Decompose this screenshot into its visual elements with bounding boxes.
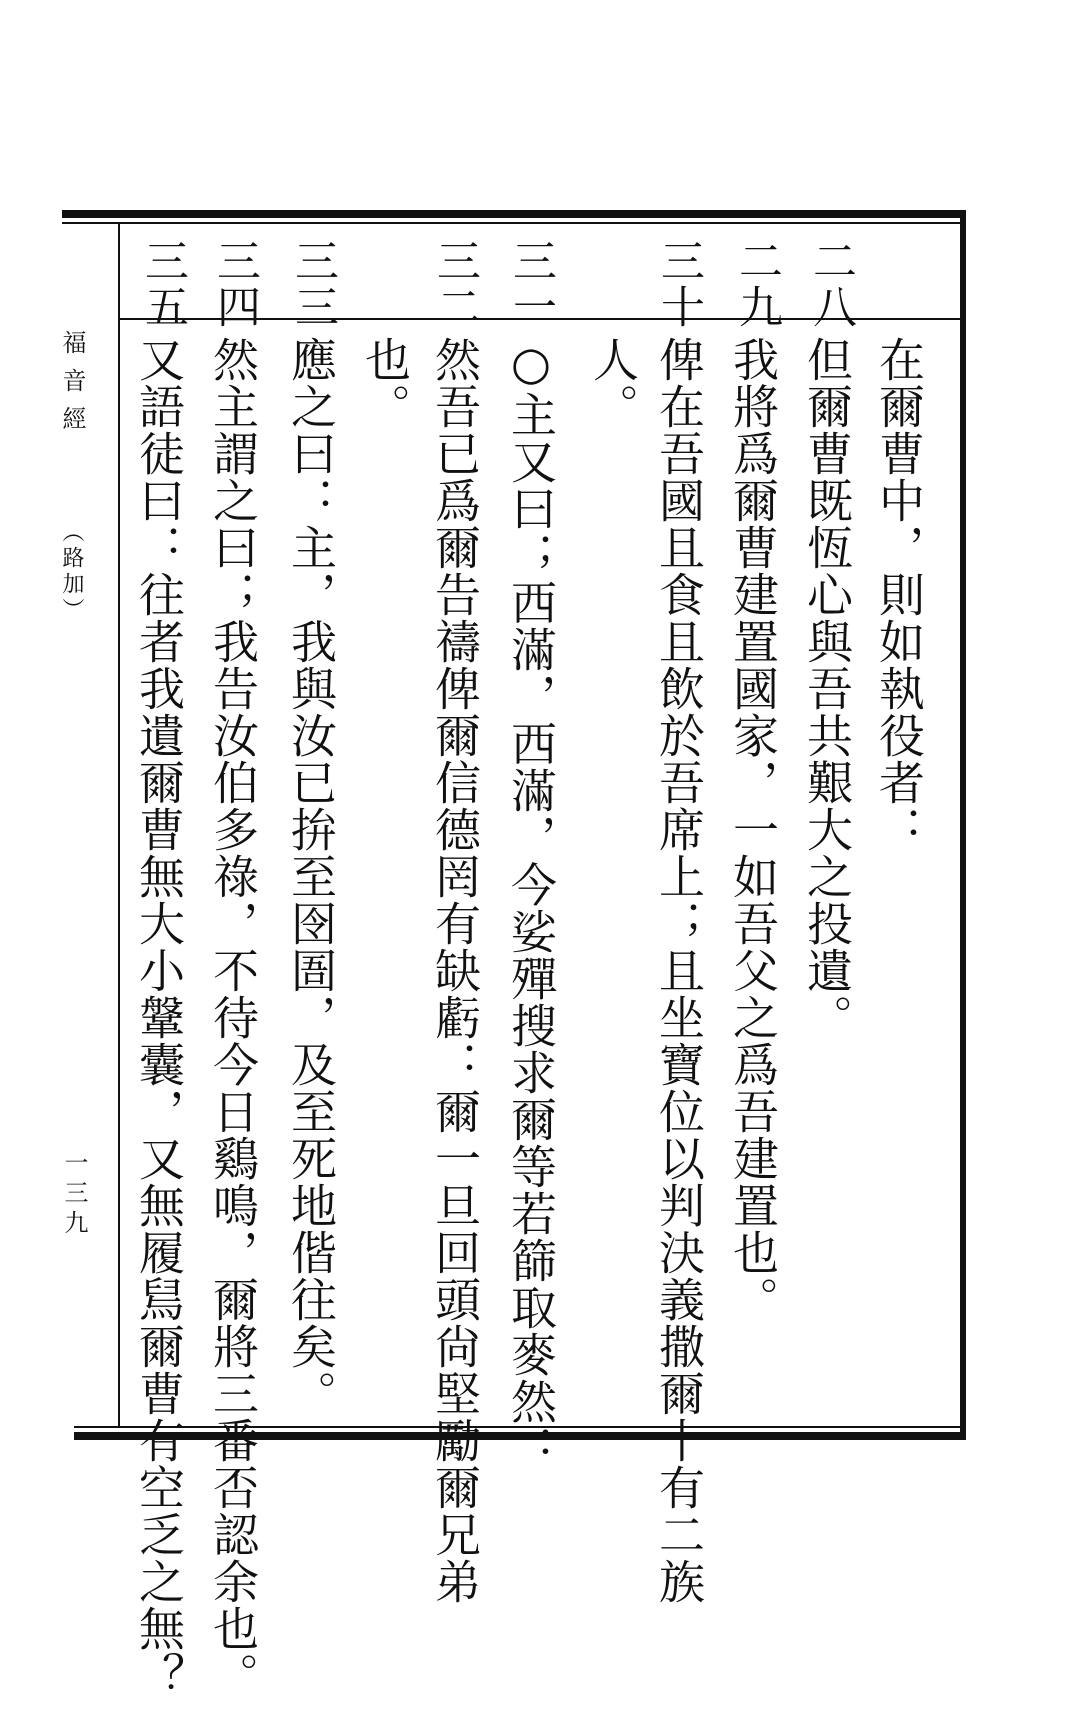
verse-number-32: 三二 bbox=[429, 238, 480, 330]
text-column-6: ○主又曰；西滿，西滿，今娑殫搜求爾等若篩取麥然： bbox=[504, 336, 558, 1472]
verse-number-34: 三四 bbox=[209, 238, 260, 330]
book-title: 福音經 bbox=[58, 330, 86, 444]
top-rule-thin bbox=[62, 222, 962, 224]
page-number: 一三九 bbox=[60, 1150, 88, 1240]
verse-number-35: 三五 bbox=[137, 238, 188, 330]
text-column-9: 應之曰：主，我與汝已拚至囹圄，及至死地偕往矣。 bbox=[284, 336, 338, 1417]
verse-number-28: 二八 bbox=[805, 238, 856, 330]
book-subtitle: （路加） bbox=[59, 520, 84, 624]
margin-divider bbox=[118, 224, 120, 1428]
text-column-2: 但爾曹既恆心與吾共艱大之投遺。 bbox=[800, 336, 854, 1041]
verse-number-30: 三十 bbox=[653, 238, 704, 330]
right-border bbox=[960, 210, 966, 1440]
text-column-4: 俾在吾國且食且飲於吾席上；且坐寶位以判決義撒爾十有二族 bbox=[652, 336, 706, 1605]
text-column-11: 又語徒曰：往者我遺爾曹無大小鞶囊，又無履舃爾曹有空乏之無？ bbox=[132, 336, 186, 1699]
text-column-10: 然主謂之曰；我告汝伯多祿，不待今日鷄鳴，爾將三番否認余也。 bbox=[206, 336, 260, 1699]
text-column-7: 然吾已爲爾告禱俾爾信德罔有缺虧：爾一旦回頭尙堅勵爾兄弟 bbox=[428, 336, 482, 1605]
verse-number-33: 三三 bbox=[287, 238, 338, 330]
text-column-1: 在爾曹中，則如執役者： bbox=[872, 336, 926, 853]
top-rule bbox=[62, 210, 962, 218]
text-column-5: 人。 bbox=[586, 336, 640, 430]
text-column-8: 也。 bbox=[358, 336, 412, 430]
text-column-3: 我將爲爾曹建置國家，一如吾父之爲吾建置也。 bbox=[726, 336, 780, 1323]
verse-number-29: 二九 bbox=[731, 238, 782, 330]
verse-number-31: 三一 bbox=[505, 238, 556, 330]
